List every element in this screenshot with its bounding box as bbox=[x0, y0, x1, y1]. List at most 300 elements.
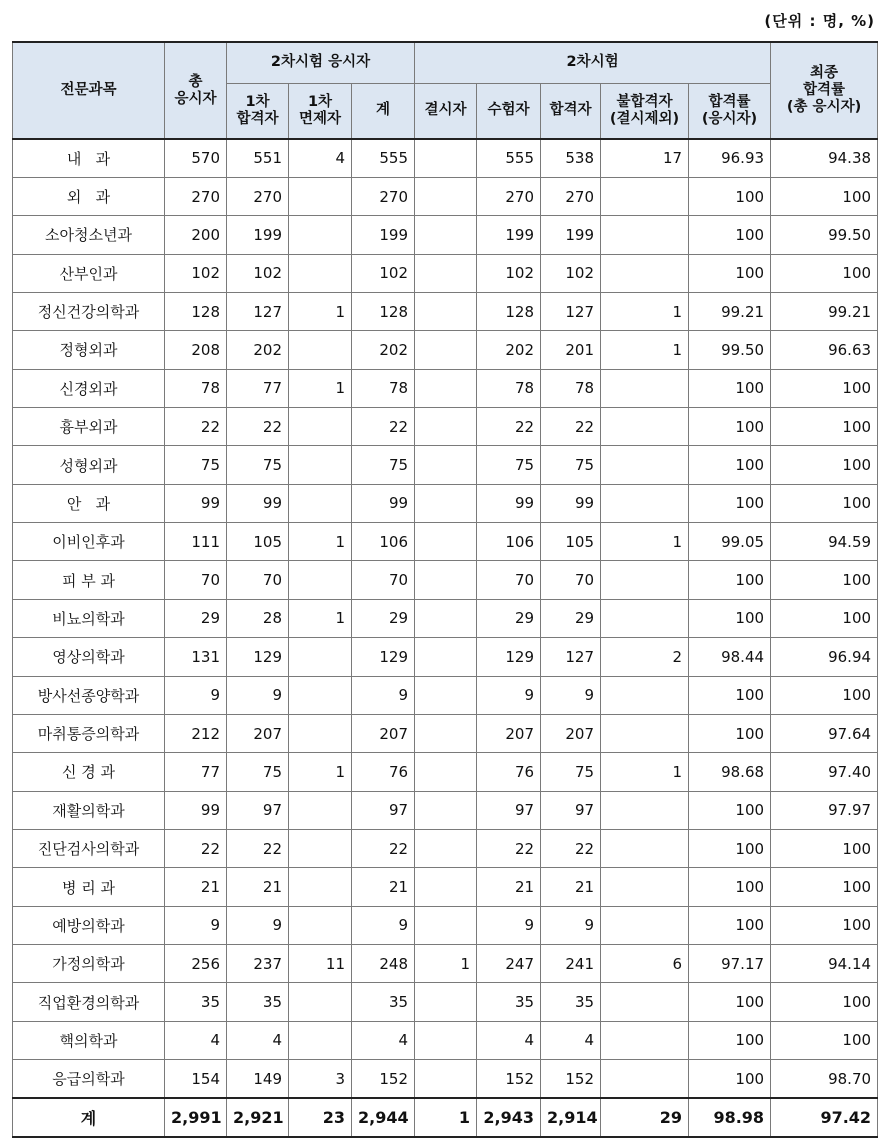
cell-passed: 97 bbox=[541, 791, 601, 829]
cell-passed: 22 bbox=[541, 408, 601, 446]
cell-specialty: 이비인후과 bbox=[13, 523, 165, 561]
cell-specialty: 신경외과 bbox=[13, 369, 165, 407]
table-row bbox=[13, 561, 878, 599]
cell-subtotal: 4 bbox=[352, 1021, 415, 1059]
cell-failed bbox=[601, 791, 689, 829]
cell-first-pass: 129 bbox=[227, 638, 289, 676]
cell-failed: 1 bbox=[601, 292, 689, 330]
cell-pass-rate: 100 bbox=[689, 408, 771, 446]
totals-subtotal: 2,944 bbox=[352, 1098, 415, 1137]
cell-subtotal: 70 bbox=[352, 561, 415, 599]
cell-first-exempt bbox=[289, 484, 352, 522]
cell-passed: 127 bbox=[541, 292, 601, 330]
cell-failed bbox=[601, 1060, 689, 1098]
cell-total: 70 bbox=[165, 561, 227, 599]
cell-first-pass: 199 bbox=[227, 216, 289, 254]
cell-subtotal: 270 bbox=[352, 177, 415, 215]
cell-first-exempt bbox=[289, 254, 352, 292]
cell-subtotal: 106 bbox=[352, 523, 415, 561]
cell-subtotal: 22 bbox=[352, 408, 415, 446]
totals-first-pass: 2,921 bbox=[227, 1098, 289, 1137]
cell-total: 208 bbox=[165, 331, 227, 369]
cell-failed bbox=[601, 829, 689, 867]
cell-subtotal: 129 bbox=[352, 638, 415, 676]
table-row bbox=[13, 945, 878, 983]
cell-failed bbox=[601, 561, 689, 599]
cell-passed: 29 bbox=[541, 599, 601, 637]
cell-failed bbox=[601, 484, 689, 522]
cell-final-rate: 100 bbox=[771, 561, 878, 599]
cell-passed: 22 bbox=[541, 829, 601, 867]
cell-failed bbox=[601, 676, 689, 714]
cell-first-pass: 9 bbox=[227, 676, 289, 714]
unit-label: (단위 : 명, %) bbox=[764, 12, 875, 30]
cell-pass-rate: 100 bbox=[689, 369, 771, 407]
cell-final-rate: 96.63 bbox=[771, 331, 878, 369]
cell-absent bbox=[415, 1060, 477, 1098]
cell-pass-rate: 98.68 bbox=[689, 753, 771, 791]
cell-first-exempt bbox=[289, 446, 352, 484]
cell-first-exempt bbox=[289, 714, 352, 752]
totals-total: 2,991 bbox=[165, 1098, 227, 1137]
cell-first-exempt: 1 bbox=[289, 292, 352, 330]
cell-first-exempt: 3 bbox=[289, 1060, 352, 1098]
cell-subtotal: 9 bbox=[352, 906, 415, 944]
cell-examinees: 22 bbox=[477, 408, 541, 446]
cell-first-pass: 70 bbox=[227, 561, 289, 599]
cell-specialty: 피 부 과 bbox=[13, 561, 165, 599]
table-body bbox=[13, 139, 878, 1098]
cell-pass-rate: 99.05 bbox=[689, 523, 771, 561]
cell-first-exempt: 1 bbox=[289, 599, 352, 637]
cell-first-exempt bbox=[289, 638, 352, 676]
table-row bbox=[13, 408, 878, 446]
cell-first-exempt bbox=[289, 1021, 352, 1059]
cell-total: 35 bbox=[165, 983, 227, 1021]
table-row bbox=[13, 599, 878, 637]
cell-failed bbox=[601, 1021, 689, 1059]
cell-final-rate: 100 bbox=[771, 1021, 878, 1059]
cell-passed: 538 bbox=[541, 139, 601, 177]
cell-final-rate: 100 bbox=[771, 906, 878, 944]
cell-absent bbox=[415, 254, 477, 292]
cell-passed: 127 bbox=[541, 638, 601, 676]
cell-first-exempt bbox=[289, 676, 352, 714]
cell-absent bbox=[415, 331, 477, 369]
cell-first-exempt bbox=[289, 983, 352, 1021]
cell-first-exempt bbox=[289, 829, 352, 867]
cell-specialty: 직업환경의학과 bbox=[13, 983, 165, 1021]
cell-first-pass: 202 bbox=[227, 331, 289, 369]
cell-failed bbox=[601, 446, 689, 484]
cell-specialty: 정신건강의학과 bbox=[13, 292, 165, 330]
table-row bbox=[13, 292, 878, 330]
cell-subtotal: 99 bbox=[352, 484, 415, 522]
table-row bbox=[13, 753, 878, 791]
header-final-pass-rate: 최종 합격률 (총 응시자) bbox=[771, 42, 878, 139]
cell-final-rate: 100 bbox=[771, 676, 878, 714]
cell-final-rate: 94.59 bbox=[771, 523, 878, 561]
cell-subtotal: 202 bbox=[352, 331, 415, 369]
cell-specialty: 응급의학과 bbox=[13, 1060, 165, 1098]
totals-examinees: 2,943 bbox=[477, 1098, 541, 1137]
cell-failed bbox=[601, 983, 689, 1021]
cell-specialty: 외 과 bbox=[13, 177, 165, 215]
cell-first-exempt bbox=[289, 177, 352, 215]
totals-absent: 1 bbox=[415, 1098, 477, 1137]
cell-first-pass: 270 bbox=[227, 177, 289, 215]
table-row bbox=[13, 331, 878, 369]
table-row bbox=[13, 906, 878, 944]
cell-examinees: 76 bbox=[477, 753, 541, 791]
cell-passed: 75 bbox=[541, 446, 601, 484]
cell-total: 22 bbox=[165, 829, 227, 867]
cell-final-rate: 100 bbox=[771, 484, 878, 522]
cell-examinees: 207 bbox=[477, 714, 541, 752]
cell-examinees: 35 bbox=[477, 983, 541, 1021]
cell-failed: 1 bbox=[601, 523, 689, 561]
cell-final-rate: 100 bbox=[771, 983, 878, 1021]
cell-pass-rate: 100 bbox=[689, 714, 771, 752]
cell-examinees: 22 bbox=[477, 829, 541, 867]
cell-total: 131 bbox=[165, 638, 227, 676]
cell-first-pass: 28 bbox=[227, 599, 289, 637]
cell-absent bbox=[415, 638, 477, 676]
cell-final-rate: 97.97 bbox=[771, 791, 878, 829]
cell-absent bbox=[415, 523, 477, 561]
cell-pass-rate: 100 bbox=[689, 254, 771, 292]
cell-pass-rate: 100 bbox=[689, 906, 771, 944]
cell-examinees: 102 bbox=[477, 254, 541, 292]
cell-absent bbox=[415, 906, 477, 944]
cell-absent: 1 bbox=[415, 945, 477, 983]
cell-subtotal: 76 bbox=[352, 753, 415, 791]
cell-failed bbox=[601, 714, 689, 752]
cell-pass-rate: 97.17 bbox=[689, 945, 771, 983]
cell-final-rate: 98.70 bbox=[771, 1060, 878, 1098]
cell-absent bbox=[415, 216, 477, 254]
cell-final-rate: 100 bbox=[771, 408, 878, 446]
cell-examinees: 199 bbox=[477, 216, 541, 254]
cell-passed: 152 bbox=[541, 1060, 601, 1098]
cell-final-rate: 97.64 bbox=[771, 714, 878, 752]
cell-total: 99 bbox=[165, 484, 227, 522]
cell-passed: 21 bbox=[541, 868, 601, 906]
cell-final-rate: 99.50 bbox=[771, 216, 878, 254]
cell-specialty: 가정의학과 bbox=[13, 945, 165, 983]
cell-subtotal: 199 bbox=[352, 216, 415, 254]
cell-absent bbox=[415, 868, 477, 906]
cell-passed: 102 bbox=[541, 254, 601, 292]
cell-absent bbox=[415, 791, 477, 829]
cell-subtotal: 75 bbox=[352, 446, 415, 484]
cell-passed: 201 bbox=[541, 331, 601, 369]
cell-total: 128 bbox=[165, 292, 227, 330]
cell-passed: 75 bbox=[541, 753, 601, 791]
cell-examinees: 128 bbox=[477, 292, 541, 330]
cell-absent bbox=[415, 983, 477, 1021]
cell-failed bbox=[601, 408, 689, 446]
cell-first-exempt: 1 bbox=[289, 753, 352, 791]
table-row bbox=[13, 254, 878, 292]
cell-total: 200 bbox=[165, 216, 227, 254]
cell-pass-rate: 99.50 bbox=[689, 331, 771, 369]
cell-absent bbox=[415, 408, 477, 446]
cell-final-rate: 99.21 bbox=[771, 292, 878, 330]
cell-examinees: 152 bbox=[477, 1060, 541, 1098]
cell-subtotal: 102 bbox=[352, 254, 415, 292]
cell-pass-rate: 100 bbox=[689, 446, 771, 484]
cell-pass-rate: 100 bbox=[689, 484, 771, 522]
cell-first-exempt: 4 bbox=[289, 139, 352, 177]
cell-total: 9 bbox=[165, 906, 227, 944]
cell-specialty: 안 과 bbox=[13, 484, 165, 522]
totals-label: 계 bbox=[13, 1098, 165, 1137]
cell-first-pass: 22 bbox=[227, 408, 289, 446]
cell-subtotal: 555 bbox=[352, 139, 415, 177]
cell-final-rate: 100 bbox=[771, 868, 878, 906]
cell-failed: 2 bbox=[601, 638, 689, 676]
cell-specialty: 핵의학과 bbox=[13, 1021, 165, 1059]
cell-first-pass: 75 bbox=[227, 753, 289, 791]
cell-subtotal: 248 bbox=[352, 945, 415, 983]
cell-specialty: 예방의학과 bbox=[13, 906, 165, 944]
cell-failed bbox=[601, 369, 689, 407]
table-row bbox=[13, 791, 878, 829]
cell-final-rate: 100 bbox=[771, 829, 878, 867]
cell-first-pass: 127 bbox=[227, 292, 289, 330]
cell-specialty: 마취통증의학과 bbox=[13, 714, 165, 752]
cell-pass-rate: 100 bbox=[689, 1060, 771, 1098]
cell-subtotal: 35 bbox=[352, 983, 415, 1021]
cell-examinees: 70 bbox=[477, 561, 541, 599]
cell-pass-rate: 96.93 bbox=[689, 139, 771, 177]
table-row bbox=[13, 676, 878, 714]
cell-specialty: 흉부외과 bbox=[13, 408, 165, 446]
header-second-applicants-group: 2차시험 응시자 bbox=[227, 42, 415, 83]
header-first-exempt: 1차 면제자 bbox=[289, 83, 352, 139]
table-row bbox=[13, 484, 878, 522]
table-row bbox=[13, 638, 878, 676]
cell-pass-rate: 99.21 bbox=[689, 292, 771, 330]
cell-final-rate: 100 bbox=[771, 369, 878, 407]
cell-total: 21 bbox=[165, 868, 227, 906]
cell-first-exempt bbox=[289, 408, 352, 446]
cell-first-pass: 97 bbox=[227, 791, 289, 829]
cell-subtotal: 21 bbox=[352, 868, 415, 906]
table-row bbox=[13, 1060, 878, 1098]
header-total-applicants: 총 응시자 bbox=[165, 42, 227, 139]
cell-first-exempt bbox=[289, 216, 352, 254]
cell-subtotal: 22 bbox=[352, 829, 415, 867]
cell-total: 77 bbox=[165, 753, 227, 791]
cell-failed bbox=[601, 254, 689, 292]
cell-examinees: 9 bbox=[477, 676, 541, 714]
cell-first-exempt bbox=[289, 561, 352, 599]
cell-pass-rate: 100 bbox=[689, 868, 771, 906]
cell-failed bbox=[601, 906, 689, 944]
cell-pass-rate: 100 bbox=[689, 1021, 771, 1059]
cell-absent bbox=[415, 714, 477, 752]
cell-absent bbox=[415, 561, 477, 599]
table-row bbox=[13, 714, 878, 752]
cell-pass-rate: 100 bbox=[689, 561, 771, 599]
cell-failed: 1 bbox=[601, 753, 689, 791]
cell-total: 75 bbox=[165, 446, 227, 484]
cell-total: 570 bbox=[165, 139, 227, 177]
cell-passed: 99 bbox=[541, 484, 601, 522]
cell-examinees: 202 bbox=[477, 331, 541, 369]
cell-passed: 9 bbox=[541, 676, 601, 714]
cell-total: 111 bbox=[165, 523, 227, 561]
cell-passed: 105 bbox=[541, 523, 601, 561]
cell-failed: 17 bbox=[601, 139, 689, 177]
cell-specialty: 내 과 bbox=[13, 139, 165, 177]
cell-passed: 4 bbox=[541, 1021, 601, 1059]
cell-first-pass: 551 bbox=[227, 139, 289, 177]
table-row bbox=[13, 139, 878, 177]
cell-total: 29 bbox=[165, 599, 227, 637]
cell-failed: 6 bbox=[601, 945, 689, 983]
table-row bbox=[13, 177, 878, 215]
cell-first-pass: 9 bbox=[227, 906, 289, 944]
header-pass-rate: 합격률 (응시자) bbox=[689, 83, 771, 139]
cell-total: 9 bbox=[165, 676, 227, 714]
cell-specialty: 신 경 과 bbox=[13, 753, 165, 791]
cell-first-pass: 237 bbox=[227, 945, 289, 983]
cell-examinees: 29 bbox=[477, 599, 541, 637]
cell-examinees: 247 bbox=[477, 945, 541, 983]
cell-absent bbox=[415, 484, 477, 522]
cell-subtotal: 29 bbox=[352, 599, 415, 637]
totals-failed: 29 bbox=[601, 1098, 689, 1137]
cell-absent bbox=[415, 369, 477, 407]
cell-examinees: 97 bbox=[477, 791, 541, 829]
cell-absent bbox=[415, 292, 477, 330]
cell-final-rate: 100 bbox=[771, 446, 878, 484]
cell-pass-rate: 100 bbox=[689, 599, 771, 637]
cell-first-pass: 75 bbox=[227, 446, 289, 484]
cell-examinees: 4 bbox=[477, 1021, 541, 1059]
cell-total: 99 bbox=[165, 791, 227, 829]
cell-pass-rate: 100 bbox=[689, 829, 771, 867]
cell-passed: 241 bbox=[541, 945, 601, 983]
totals-first-exempt: 23 bbox=[289, 1098, 352, 1137]
cell-examinees: 129 bbox=[477, 638, 541, 676]
totals-passed: 2,914 bbox=[541, 1098, 601, 1137]
cell-first-pass: 102 bbox=[227, 254, 289, 292]
cell-absent bbox=[415, 446, 477, 484]
cell-specialty: 방사선종양학과 bbox=[13, 676, 165, 714]
cell-final-rate: 97.40 bbox=[771, 753, 878, 791]
cell-failed bbox=[601, 868, 689, 906]
cell-pass-rate: 100 bbox=[689, 791, 771, 829]
cell-passed: 199 bbox=[541, 216, 601, 254]
cell-total: 78 bbox=[165, 369, 227, 407]
cell-final-rate: 94.38 bbox=[771, 139, 878, 177]
cell-absent bbox=[415, 829, 477, 867]
cell-total: 212 bbox=[165, 714, 227, 752]
table-row bbox=[13, 216, 878, 254]
table-row bbox=[13, 446, 878, 484]
table-row bbox=[13, 1021, 878, 1059]
cell-total: 270 bbox=[165, 177, 227, 215]
cell-examinees: 9 bbox=[477, 906, 541, 944]
cell-total: 154 bbox=[165, 1060, 227, 1098]
cell-pass-rate: 98.44 bbox=[689, 638, 771, 676]
cell-subtotal: 78 bbox=[352, 369, 415, 407]
cell-total: 256 bbox=[165, 945, 227, 983]
cell-examinees: 75 bbox=[477, 446, 541, 484]
cell-absent bbox=[415, 1021, 477, 1059]
cell-subtotal: 128 bbox=[352, 292, 415, 330]
cell-specialty: 소아청소년과 bbox=[13, 216, 165, 254]
cell-first-pass: 149 bbox=[227, 1060, 289, 1098]
cell-subtotal: 152 bbox=[352, 1060, 415, 1098]
cell-failed bbox=[601, 599, 689, 637]
table-row bbox=[13, 369, 878, 407]
cell-first-exempt: 11 bbox=[289, 945, 352, 983]
cell-first-exempt bbox=[289, 868, 352, 906]
cell-subtotal: 207 bbox=[352, 714, 415, 752]
cell-first-exempt bbox=[289, 906, 352, 944]
cell-failed bbox=[601, 177, 689, 215]
cell-passed: 70 bbox=[541, 561, 601, 599]
cell-final-rate: 94.14 bbox=[771, 945, 878, 983]
cell-first-pass: 105 bbox=[227, 523, 289, 561]
cell-examinees: 106 bbox=[477, 523, 541, 561]
cell-subtotal: 9 bbox=[352, 676, 415, 714]
cell-absent bbox=[415, 753, 477, 791]
cell-first-exempt: 1 bbox=[289, 369, 352, 407]
header-absent: 결시자 bbox=[415, 83, 477, 139]
table-row bbox=[13, 523, 878, 561]
cell-first-pass: 99 bbox=[227, 484, 289, 522]
cell-passed: 9 bbox=[541, 906, 601, 944]
cell-failed bbox=[601, 216, 689, 254]
cell-first-exempt bbox=[289, 331, 352, 369]
cell-first-pass: 77 bbox=[227, 369, 289, 407]
cell-pass-rate: 100 bbox=[689, 983, 771, 1021]
header-examinees: 수험자 bbox=[477, 83, 541, 139]
cell-final-rate: 100 bbox=[771, 177, 878, 215]
cell-passed: 35 bbox=[541, 983, 601, 1021]
header-passed: 합격자 bbox=[541, 83, 601, 139]
cell-examinees: 21 bbox=[477, 868, 541, 906]
cell-first-pass: 21 bbox=[227, 868, 289, 906]
cell-specialty: 재활의학과 bbox=[13, 791, 165, 829]
header-second-exam-group: 2차시험 bbox=[415, 42, 771, 83]
cell-specialty: 비뇨의학과 bbox=[13, 599, 165, 637]
cell-specialty: 진단검사의학과 bbox=[13, 829, 165, 867]
totals-pass-rate: 98.98 bbox=[689, 1098, 771, 1137]
cell-absent bbox=[415, 139, 477, 177]
cell-examinees: 555 bbox=[477, 139, 541, 177]
cell-pass-rate: 100 bbox=[689, 676, 771, 714]
cell-first-pass: 35 bbox=[227, 983, 289, 1021]
cell-first-pass: 22 bbox=[227, 829, 289, 867]
totals-row bbox=[13, 1098, 878, 1137]
cell-specialty: 병 리 과 bbox=[13, 868, 165, 906]
cell-final-rate: 96.94 bbox=[771, 638, 878, 676]
cell-first-pass: 207 bbox=[227, 714, 289, 752]
cell-failed: 1 bbox=[601, 331, 689, 369]
cell-specialty: 정형외과 bbox=[13, 331, 165, 369]
cell-subtotal: 97 bbox=[352, 791, 415, 829]
totals-final-rate: 97.42 bbox=[771, 1098, 878, 1137]
cell-examinees: 99 bbox=[477, 484, 541, 522]
cell-passed: 207 bbox=[541, 714, 601, 752]
